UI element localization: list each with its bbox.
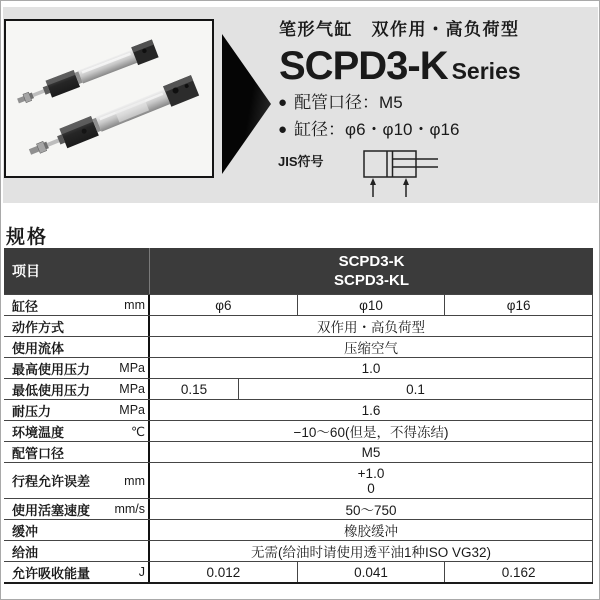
row-label: 缸径 [12,298,39,314]
pen-cylinder-small [15,39,159,109]
table-row-bore [4,294,593,315]
row-unit: J [138,565,145,579]
cell-media: 压缩空气 [344,341,398,356]
row-label: 使用活塞速度 [12,502,91,518]
row-label: 最低使用压力 [12,382,91,398]
cell-cushion: 橡胶缓冲 [344,524,398,539]
cell-stroke-tolerance [150,463,592,498]
table-row-proof-pressure [4,399,593,420]
row-unit: mm [124,298,145,312]
row-unit: mm [124,473,145,488]
cell-proof-pressure: 1.6 [361,402,381,418]
cell-bore-16: φ16 [444,295,592,315]
spec-table [4,248,593,584]
product-photo-illustration [6,21,212,176]
table-row-port-size [4,441,593,462]
bullet-icon: ● [278,121,288,138]
series-title [279,44,597,89]
cell-bore-6: φ6 [215,297,232,313]
cell-port-size: M5 [361,444,381,460]
row-label: 环境温度 [12,424,65,440]
cell-energy-phi16: 0.162 [444,562,592,582]
row-unit: ℃ [130,424,145,439]
bullet-text-bore-sizes: 缸径：φ6・φ10・φ16 [294,120,460,139]
table-row-lubrication [4,540,593,561]
table-row-max-pressure [4,357,593,378]
table-header-row [4,248,593,294]
row-label: 最高使用压力 [12,361,91,377]
row-unit: MPa [119,361,145,375]
cell-min-pressure-others: 0.1 [238,379,592,399]
table-row-stroke-tolerance [4,462,593,498]
table-row-actuation [4,315,593,336]
row-label: 缓冲 [12,523,39,539]
row-unit: mm/s [114,502,145,516]
cell-energy-phi6: 0.012 [206,564,241,580]
jis-cylinder-symbol [361,147,446,201]
row-label: 配管口径 [12,445,65,461]
product-subtitle: 笔形气缸 双作用・高负荷型 [279,20,520,39]
cell-max-pressure: 1.0 [361,360,381,376]
spec-section-heading: 规格 [6,227,49,248]
product-photo-box [4,19,214,178]
title-block [279,15,597,89]
cell-ambient-temp: −10～60(但是，不得冻结) [293,425,449,440]
jis-symbol-label: JIS符号 [278,154,324,169]
bullet-item-port [278,89,459,116]
row-label: 耐压力 [12,403,52,419]
cell-energy-phi10: 0.041 [297,562,445,582]
feature-bullet-list [278,89,459,143]
table-row-cushion [4,519,593,540]
series-suffix: Series [451,58,521,84]
row-label: 行程允许误差 [12,474,91,489]
model-name-line2: SCPD3-KL [333,272,409,289]
bullet-icon: ● [278,94,288,111]
bullet-item-bore [278,116,459,143]
stroke-tolerance-lower: 0 [367,480,375,496]
cell-bore-10: φ10 [297,295,445,315]
row-unit: MPa [119,403,145,417]
table-row-absorbed-energy [4,561,593,582]
row-label: 给油 [12,544,39,560]
row-label: 动作方式 [12,319,65,335]
row-unit: MPa [119,382,145,396]
table-row-min-pressure [4,378,593,399]
table-row-media [4,336,593,357]
cell-min-pressure-phi6: 0.15 [180,381,208,397]
row-label: 允许吸收能量 [12,565,91,581]
cell-actuation: 双作用・高负荷型 [317,320,425,335]
stroke-tolerance-upper: +1.0 [357,465,385,481]
row-label: 使用流体 [12,340,65,356]
table-row-ambient-temp [4,420,593,441]
table-row-piston-speed [4,498,593,519]
header-item-label: 项目 [4,248,150,294]
series-name: SCPD3-K [279,44,448,88]
bullet-text-port-size: 配管口径：M5 [294,93,403,112]
model-name-line1: SCPD3-K [338,253,405,270]
cell-piston-speed: 50～750 [345,503,397,518]
header-model-names [150,248,593,294]
cell-lubrication: 无需(给油时请使用透平油1种ISO VG32) [250,545,492,560]
